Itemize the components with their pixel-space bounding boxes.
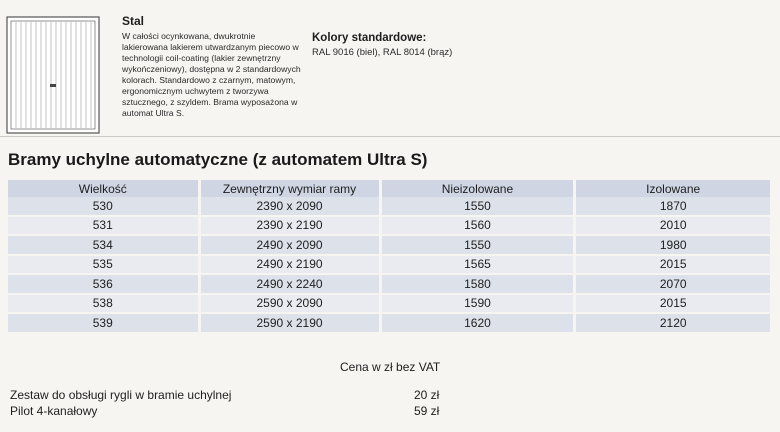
table-row — [8, 275, 770, 295]
cell-uninsulated: 1560 — [382, 217, 577, 237]
cell-insulated: 2010 — [576, 217, 770, 237]
product-section — [0, 0, 780, 138]
extra-item-label: Zestaw do obsługi rygli w bramie uchylnej — [10, 388, 232, 402]
cell-size: 531 — [8, 217, 201, 237]
cell-size: 538 — [8, 295, 201, 315]
price-table — [8, 180, 770, 334]
cell-uninsulated: 1550 — [382, 197, 577, 217]
header-uninsulated: Nieizolowane — [382, 180, 577, 197]
cell-insulated: 2015 — [576, 295, 770, 315]
header-frame-dimension: Zewnętrzny wymiar ramy — [201, 180, 382, 197]
table-header-row — [8, 180, 770, 197]
header-insulated: Izolowane — [576, 180, 770, 197]
cell-uninsulated: 1565 — [382, 256, 577, 276]
cell-size: 535 — [8, 256, 201, 276]
cell-dimension: 2590 x 2190 — [201, 314, 382, 334]
cell-dimension: 2390 x 2090 — [201, 197, 382, 217]
table-title: Bramy uchylne automatyczne (z automatem Ultra S) — [8, 150, 428, 169]
extra-item-label: Pilot 4-kanałowy — [10, 404, 98, 418]
colors-title: Kolory standardowe: — [312, 32, 427, 44]
cell-insulated: 1980 — [576, 236, 770, 256]
cell-dimension: 2490 x 2240 — [201, 275, 382, 295]
table-row — [8, 236, 770, 256]
product-name: Stal — [122, 14, 145, 28]
cell-uninsulated: 1620 — [382, 314, 577, 334]
cell-size: 534 — [8, 236, 201, 256]
cell-dimension: 2590 x 2090 — [201, 295, 382, 315]
cell-dimension: 2490 x 2190 — [201, 256, 382, 276]
header-size: Wielkość — [8, 180, 201, 197]
cell-uninsulated: 1550 — [382, 236, 577, 256]
standard-colors — [312, 32, 452, 58]
table-row — [8, 295, 770, 315]
cell-insulated: 1870 — [576, 197, 770, 217]
product-description: W całości ocynkowana, dwukrotnie lakierowana lakierem utwardzanym piecowo w technologii coil-coating (lakier zewnętrzny wykończeniowy), dostępna w 2 standardowych kolorach. Standardowo z czarnym, matowym, ergonomicznym uchwytem z tworzywa sztucznego, z szyldem. Brama wyposażona w automat Ultra S. — [122, 31, 301, 118]
extra-item-price: 59 zł — [414, 404, 440, 418]
cell-insulated: 2015 — [576, 256, 770, 276]
cell-dimension: 2390 x 2190 — [201, 217, 382, 237]
cell-dimension: 2490 x 2090 — [201, 236, 382, 256]
cell-uninsulated: 1590 — [382, 295, 577, 315]
product-info — [122, 14, 302, 119]
extra-item-price: 20 zł — [414, 388, 440, 402]
cell-uninsulated: 1580 — [382, 275, 577, 295]
table-row — [8, 256, 770, 276]
cell-insulated: 2120 — [576, 314, 770, 334]
colors-value: RAL 9016 (biel), RAL 8014 (brąz) — [312, 47, 453, 58]
table-row — [8, 197, 770, 217]
section-divider — [0, 136, 780, 137]
cell-size: 539 — [8, 314, 201, 334]
cell-size: 530 — [8, 197, 201, 217]
cell-size: 536 — [8, 275, 201, 295]
price-header: Cena w zł bez VAT — [340, 360, 441, 374]
table-row — [8, 217, 770, 237]
cell-insulated: 2070 — [576, 275, 770, 295]
garage-door-illustration — [6, 16, 100, 134]
table-row — [8, 314, 770, 334]
